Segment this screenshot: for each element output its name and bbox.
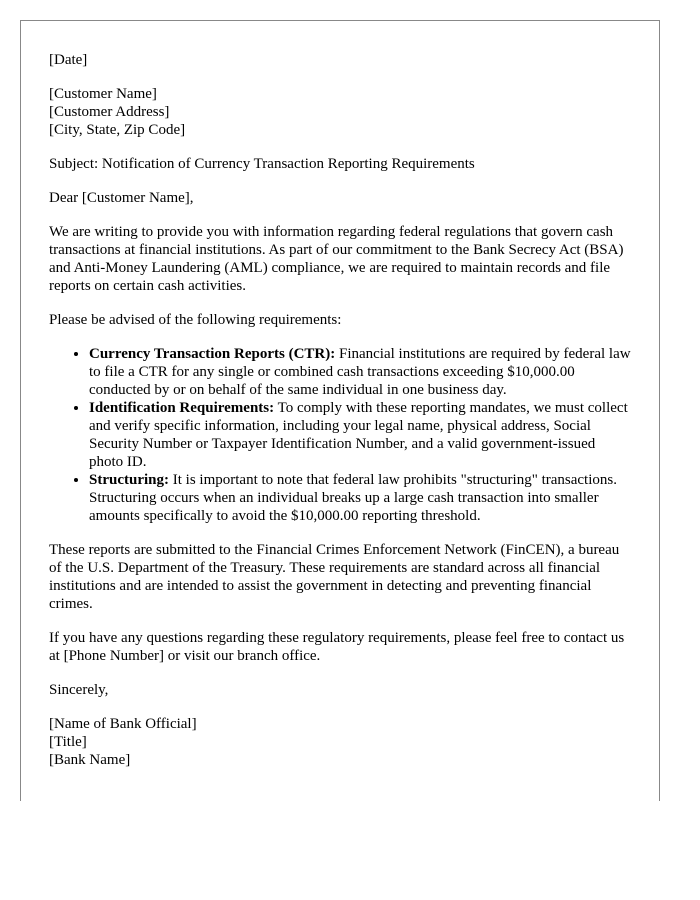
list-item xyxy=(89,471,631,525)
requirement-text: It is important to note that federal law prohibits "structuring" transactions. Structuring occurs when an individual breaks up a large cash transaction into smaller amounts specifically to avoid the $10,000.00 reporting threshold. xyxy=(89,472,617,524)
signature-block xyxy=(49,715,631,769)
closing: Sincerely, xyxy=(49,682,109,698)
requirements-list xyxy=(49,345,631,525)
signatory-name: [Name of Bank Official] xyxy=(49,716,197,732)
recipient-address: [Customer Address] xyxy=(49,104,170,120)
list-item xyxy=(89,345,631,399)
letter-page xyxy=(20,20,660,801)
recipient-city-state-zip: [City, State, Zip Code] xyxy=(49,122,186,138)
advisory-line: Please be advised of the following requirements: xyxy=(49,312,342,328)
requirement-term: Currency Transaction Reports (CTR): xyxy=(89,346,336,362)
requirement-text: Financial institutions are required by federal law to file a CTR for any single or combined cash transactions exceeding $10,000.00 conducted by or on behalf of the same individual in one business day. xyxy=(89,346,631,398)
signatory-title: [Title] xyxy=(49,734,87,750)
requirement-term: Structuring: xyxy=(89,472,169,488)
list-item xyxy=(89,399,631,471)
bank-name: [Bank Name] xyxy=(49,752,131,768)
requirement-text: To comply with these reporting mandates, we must collect and verify specific information, including your legal name, physical address, Social Security Number or Taxpayer Identification Number, and a valid government-issued photo ID. xyxy=(89,400,628,470)
date-text: [Date] xyxy=(49,52,88,68)
recipient-address-block xyxy=(49,85,631,139)
subject-line: Subject: Notification of Currency Transaction Reporting Requirements xyxy=(49,156,475,172)
letter-date xyxy=(49,51,631,69)
salutation: Dear [Customer Name], xyxy=(49,190,194,206)
fincen-paragraph: These reports are submitted to the Financial Crimes Enforcement Network (FinCEN), a bureau of the U.S. Department of the Treasury. These requirements are standard across all financial institutions and are intended to assist the government in detecting and preventing financial crimes. xyxy=(49,542,620,612)
requirement-term: Identification Requirements: xyxy=(89,400,275,416)
contact-paragraph: If you have any questions regarding these regulatory requirements, please feel free to contact us at [Phone Number] or visit our branch office. xyxy=(49,630,625,664)
intro-paragraph: We are writing to provide you with information regarding federal regulations that govern cash transactions at financial institutions. As part of our commitment to the Bank Secrecy Act (BSA) and Anti-Money Laundering (AML) compliance, we are required to maintain records and file reports on certain cash activities. xyxy=(49,224,624,294)
recipient-name: [Customer Name] xyxy=(49,86,157,102)
